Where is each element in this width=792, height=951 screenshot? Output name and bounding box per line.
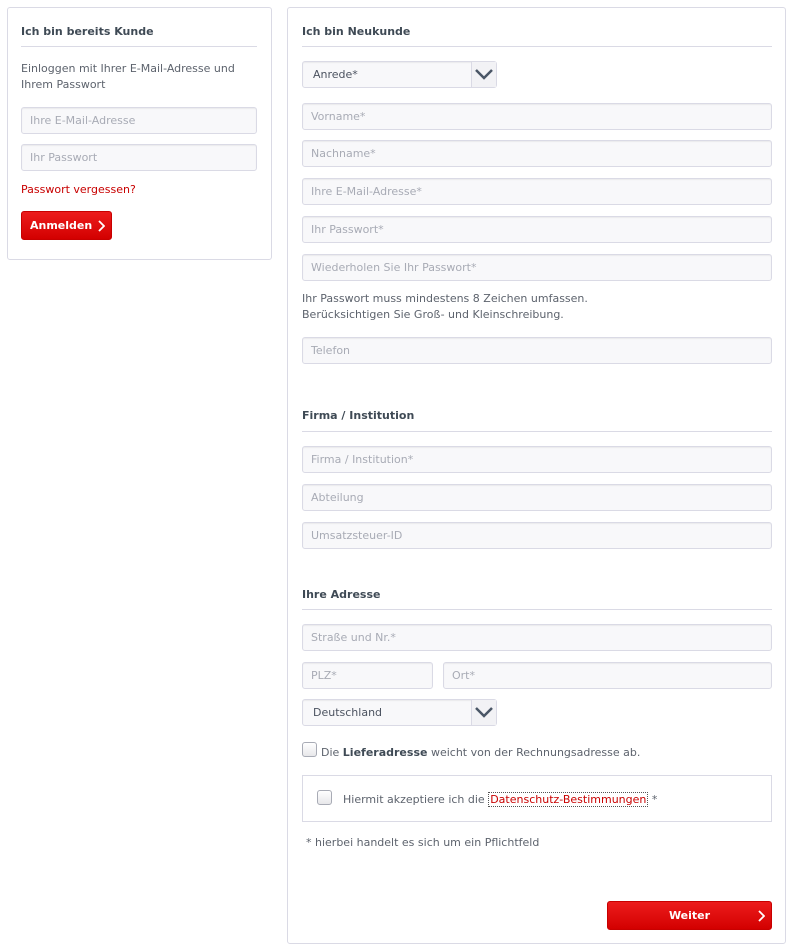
department-input[interactable]: Abteilung [302,484,772,511]
password-hint-line2: Berücksichtigen Sie Groß- und Kleinschreibung. [302,308,564,321]
city-input[interactable]: Ort* [443,662,772,689]
select-arrow [471,62,496,87]
register-password-input[interactable]: Ihr Passwort* [302,216,772,243]
chevron-down-icon [475,68,493,80]
login-button[interactable] [21,211,112,240]
company-input[interactable]: Firma / Institution* [302,446,772,473]
login-panel [7,7,272,260]
login-button-label: Anmelden [30,219,93,232]
company-heading: Firma / Institution [302,409,415,422]
password-hint-line1: Ihr Passwort muss mindestens 8 Zeichen umfassen. [302,292,588,305]
phone-input[interactable]: Telefon [302,337,772,364]
country-value: Deutschland [313,706,383,719]
address-divider [302,609,772,610]
submit-button[interactable] [607,901,772,930]
lastname-input[interactable]: Nachname* [302,140,772,167]
login-password-input[interactable]: Ihr Passwort [21,144,257,171]
salutation-select[interactable] [302,61,497,88]
address-heading: Ihre Adresse [302,588,381,601]
privacy-box [302,775,772,822]
chevron-right-icon [97,220,105,232]
select-arrow [471,700,496,725]
password-repeat-input[interactable]: Wiederholen Sie Ihr Passwort* [302,254,772,281]
chevron-down-icon [475,706,493,718]
company-divider [302,431,772,432]
privacy-prefix: Hiermit akzeptiere ich die [343,793,485,806]
login-email-input[interactable]: Ihre E-Mail-Adresse [21,107,257,134]
register-email-input[interactable]: Ihre E-Mail-Adresse* [302,178,772,205]
vat-input[interactable]: Umsatzsteuer-ID [302,522,772,549]
shipping-bold: Lieferadresse [342,746,428,759]
country-select[interactable] [302,699,497,726]
salutation-value: Anrede* [313,68,358,81]
privacy-checkbox[interactable] [317,790,332,805]
street-input[interactable]: Straße und Nr.* [302,624,772,651]
shipping-address-label [321,745,640,761]
privacy-suffix: * [651,793,658,806]
register-heading: Ich bin Neukunde [302,25,411,38]
shipping-prefix: Die [321,746,340,759]
forgot-password-link[interactable]: Passwort vergessen? [21,183,136,196]
login-heading: Ich bin bereits Kunde [21,25,154,38]
register-divider [302,46,772,47]
login-description: Einloggen mit Ihrer E-Mail-Adresse und Ihrem Passwort [21,62,235,91]
shipping-suffix: weicht von der Rechnungsadresse ab. [430,746,641,759]
privacy-label [343,792,657,808]
required-note: * hierbei handelt es sich um ein Pflichtfeld [306,836,540,849]
zip-input[interactable]: PLZ* [302,662,433,689]
login-divider [21,46,257,47]
shipping-address-checkbox[interactable] [302,742,317,757]
submit-button-label: Weiter [668,909,711,922]
register-panel [287,7,786,944]
chevron-right-icon [757,910,765,922]
privacy-link[interactable]: Datenschutz-Bestimmungen [490,793,647,806]
firstname-input[interactable]: Vorname* [302,103,772,130]
